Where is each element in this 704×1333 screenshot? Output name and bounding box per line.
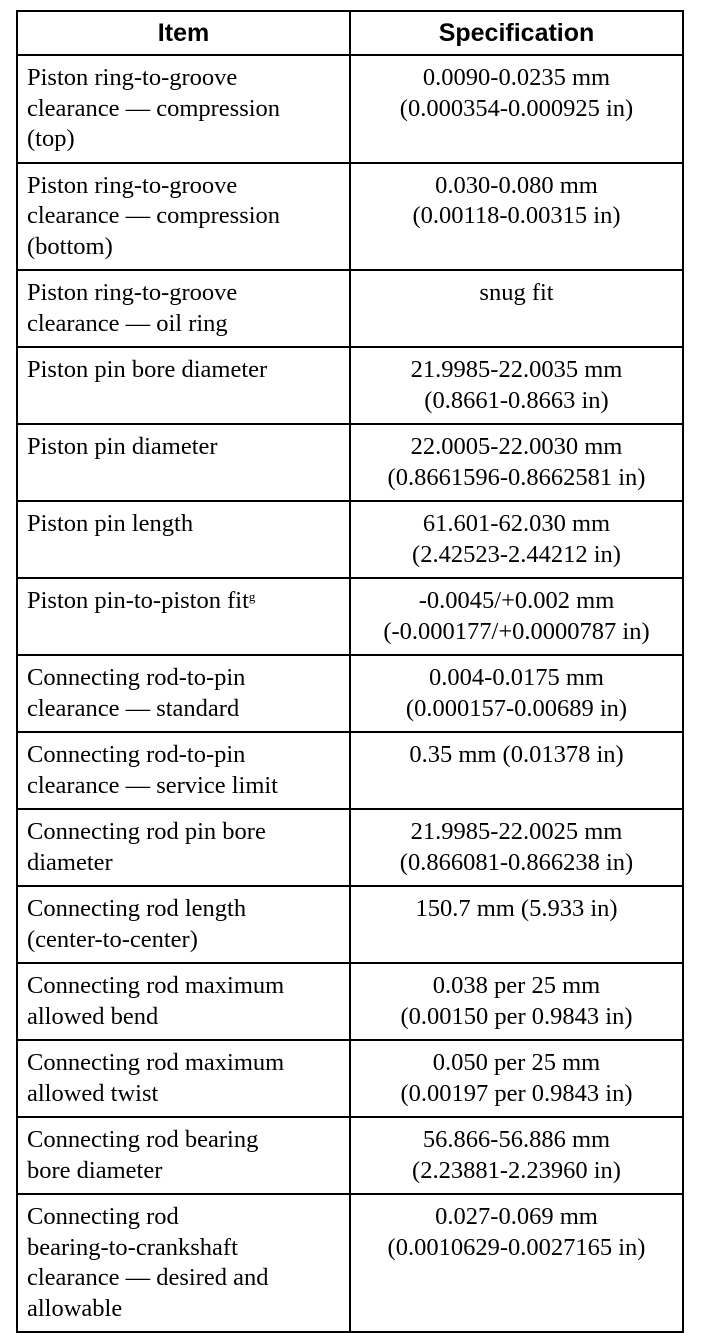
specification-cell <box>350 1040 683 1117</box>
specification-text: (0.000157-0.00689 in) <box>405 694 628 722</box>
specification-cell <box>350 732 683 809</box>
specification-text: 0.027-0.069 mm <box>435 1203 598 1230</box>
item-cell <box>17 963 350 1040</box>
table-header <box>17 11 683 55</box>
item-cell <box>17 1117 350 1194</box>
header-row <box>17 11 683 55</box>
item-text: clearance — service limit <box>27 771 278 799</box>
item-cell <box>17 732 350 809</box>
specification-cell <box>350 655 683 732</box>
specification-cell <box>350 963 683 1040</box>
table-row <box>17 163 683 271</box>
specification-cell <box>350 270 683 347</box>
item-text: Piston pin length <box>27 510 194 537</box>
table-row <box>17 1194 683 1332</box>
specification-cell <box>350 501 683 578</box>
item-text: allowable <box>27 1294 123 1322</box>
item-cell <box>17 424 350 501</box>
item-text: Connecting rod pin bore <box>27 818 266 845</box>
specification-text: (0.000354-0.000925 in) <box>399 94 634 122</box>
item-text: bore diameter <box>27 1156 163 1184</box>
item-text: Piston pin diameter <box>27 433 218 460</box>
item-text: clearance — oil ring <box>27 309 228 337</box>
specification-text: 0.35 mm (0.01378 in) <box>409 741 624 768</box>
item-cell <box>17 55 350 163</box>
specification-cell <box>350 347 683 424</box>
table-row <box>17 1117 683 1194</box>
table-row <box>17 655 683 732</box>
item-text: Piston ring-to-groove <box>27 171 238 199</box>
specification-text: (0.866081-0.866238 in) <box>399 848 634 876</box>
item-text: Piston pin-to-piston fit <box>27 587 249 614</box>
header-item: Item <box>17 11 350 55</box>
item-text: (center-to-center) <box>27 925 198 953</box>
item-text: clearance — compression <box>27 94 281 122</box>
specification-text: (0.00150 per 0.9843 in) <box>400 1002 633 1030</box>
table-row <box>17 501 683 578</box>
item-text: allowed twist <box>27 1079 159 1107</box>
table-row <box>17 963 683 1040</box>
item-text: Connecting rod length <box>27 895 247 922</box>
item-text: clearance — desired and <box>27 1264 269 1291</box>
item-cell <box>17 1194 350 1332</box>
item-cell <box>17 501 350 578</box>
specification-text: 0.050 per 25 mm <box>432 1049 601 1076</box>
item-text: Connecting rod-to-pin <box>27 664 246 691</box>
header-specification: Specification <box>350 11 683 55</box>
specification-text: (2.23881-2.23960 in) <box>412 1156 621 1184</box>
specification-text: snug fit <box>479 279 554 306</box>
item-text: allowed bend <box>27 1002 159 1030</box>
table-row <box>17 732 683 809</box>
specification-table <box>16 10 684 1333</box>
specification-text: (0.00197 per 0.9843 in) <box>400 1079 633 1107</box>
specification-text: 150.7 mm (5.933 in) <box>415 895 618 922</box>
specification-text: 21.9985-22.0025 mm <box>410 818 623 845</box>
table-row <box>17 1040 683 1117</box>
item-text: Piston ring-to-groove <box>27 64 238 91</box>
specification-cell <box>350 886 683 963</box>
item-text: clearance — standard <box>27 694 240 722</box>
footnote-marker: g <box>248 589 256 604</box>
specification-cell <box>350 1117 683 1194</box>
item-text: clearance — compression <box>27 202 281 229</box>
specification-cell <box>350 163 683 271</box>
specification-text: -0.0045/+0.002 mm <box>418 587 615 614</box>
specification-cell <box>350 424 683 501</box>
table-row <box>17 809 683 886</box>
item-text: (top) <box>27 125 75 152</box>
item-text: Connecting rod maximum <box>27 1049 285 1076</box>
item-text: Piston pin bore diameter <box>27 356 268 383</box>
table-row <box>17 347 683 424</box>
table-row <box>17 578 683 655</box>
item-text: Connecting rod bearing <box>27 1126 259 1153</box>
specification-cell <box>350 55 683 163</box>
specification-text: 21.9985-22.0035 mm <box>410 356 623 383</box>
specification-text: 0.030-0.080 mm <box>435 171 598 199</box>
item-text: bearing-to-crankshaft <box>27 1233 238 1261</box>
item-cell <box>17 578 350 655</box>
item-text: diameter <box>27 848 113 876</box>
table-row <box>17 270 683 347</box>
specification-text: 22.0005-22.0030 mm <box>410 433 623 460</box>
specification-text: (0.8661-0.8663 in) <box>424 386 609 414</box>
item-cell <box>17 1040 350 1117</box>
specification-cell <box>350 809 683 886</box>
item-cell <box>17 163 350 271</box>
item-cell <box>17 347 350 424</box>
item-text: (bottom) <box>27 232 113 260</box>
item-text: Piston ring-to-groove <box>27 279 238 306</box>
specification-text: (2.42523-2.44212 in) <box>412 540 621 568</box>
specification-text: (0.00118-0.00315 in) <box>412 202 621 229</box>
item-cell <box>17 809 350 886</box>
table-row <box>17 55 683 163</box>
table-row <box>17 886 683 963</box>
specification-text: (0.0010629-0.0027165 in) <box>387 1233 646 1261</box>
item-text: Connecting rod maximum <box>27 972 285 999</box>
item-cell <box>17 886 350 963</box>
table-row <box>17 424 683 501</box>
specification-text: (-0.000177/+0.0000787 in) <box>383 617 650 645</box>
item-cell <box>17 655 350 732</box>
specification-text: 61.601-62.030 mm <box>422 510 611 537</box>
specification-text: (0.8661596-0.8662581 in) <box>387 463 646 491</box>
specification-text: 0.038 per 25 mm <box>432 972 601 999</box>
item-cell <box>17 270 350 347</box>
specification-text: 56.866-56.886 mm <box>422 1126 611 1153</box>
specification-text: 0.004-0.0175 mm <box>429 664 604 691</box>
item-text: Connecting rod <box>27 1203 179 1230</box>
item-text: Connecting rod-to-pin <box>27 741 246 768</box>
specification-cell <box>350 578 683 655</box>
specification-text: 0.0090-0.0235 mm <box>422 64 611 91</box>
table-body <box>17 55 683 1332</box>
specification-cell <box>350 1194 683 1332</box>
